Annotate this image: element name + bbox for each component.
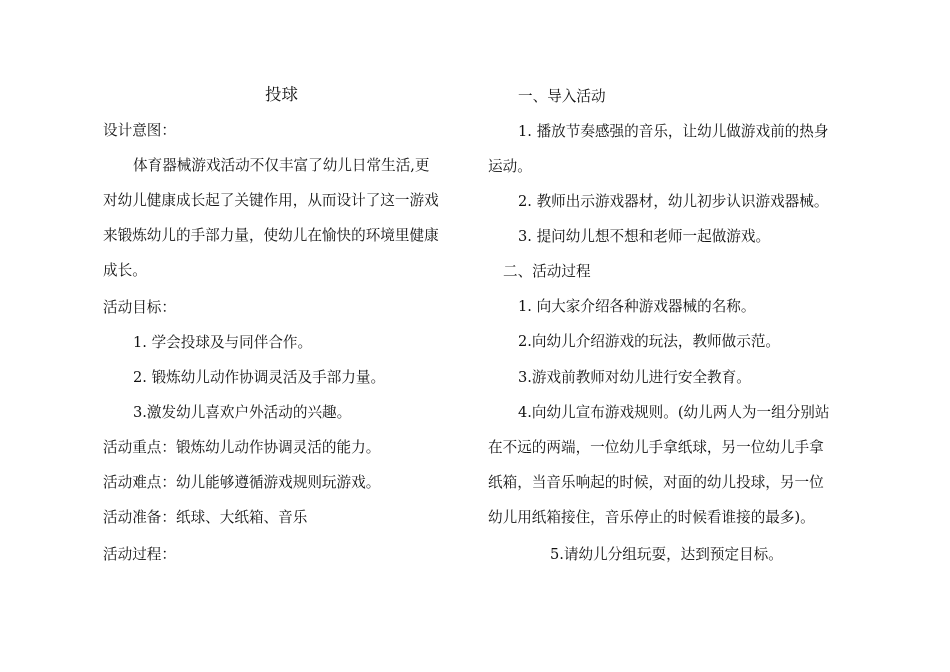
section-heading: 二、活动过程 <box>503 263 591 280</box>
list-item: 1. 播放节奏感强的音乐，让幼儿做游戏前的热身 <box>518 123 829 140</box>
list-item-continuation: 运动。 <box>488 158 532 175</box>
list-item: 2. 教师出示游戏器材，幼儿初步认识游戏器械。 <box>518 193 829 210</box>
goals-heading: 活动目标： <box>103 299 176 316</box>
section-heading: 一、导入活动 <box>518 88 606 105</box>
list-item-continuation: 纸箱，当音乐响起的时候，对面的幼儿投球，另一位 <box>488 474 824 491</box>
design-intent-line: 对幼儿健康成长起了关键作用，从而设计了这一游戏 <box>103 192 439 209</box>
design-intent-line: 成长。 <box>103 262 147 279</box>
list-item: 3. 提问幼儿想不想和老师一起做游戏。 <box>518 228 771 245</box>
list-item: 3.游戏前教师对幼儿进行安全教育。 <box>518 369 751 386</box>
page-title: 投球 <box>265 85 298 104</box>
process-heading: 活动过程： <box>103 546 176 563</box>
key-point: 活动重点：锻炼幼儿动作协调灵活的能力。 <box>103 439 381 456</box>
list-item: 1. 向大家介绍各种游戏器械的名称。 <box>518 298 756 315</box>
preparation: 活动准备：纸球、大纸箱、音乐 <box>103 509 308 526</box>
list-item-continuation: 在不远的两端，一位幼儿手拿纸球，另一位幼儿手拿 <box>488 439 824 456</box>
goal-item: 1. 学会投球及与同伴合作。 <box>133 334 313 351</box>
design-intent-line: 体育器械游戏活动不仅丰富了幼儿日常生活,更 <box>133 157 430 174</box>
goal-item: 2. 锻炼幼儿动作协调灵活及手部力量。 <box>133 369 386 386</box>
list-item-continuation: 幼儿用纸箱接住，音乐停止的时候看谁接的最多)。 <box>488 509 815 526</box>
difficulty-point: 活动难点：幼儿能够遵循游戏规则玩游戏。 <box>103 474 381 491</box>
list-item: 4.向幼儿宣布游戏规则。(幼儿两人为一组分别站 <box>518 404 830 421</box>
design-intent-heading: 设计意图： <box>103 122 176 139</box>
goal-item: 3.激发幼儿喜欢户外活动的兴趣。 <box>133 404 352 421</box>
design-intent-line: 来锻炼幼儿的手部力量，使幼儿在愉快的环境里健康 <box>103 227 439 244</box>
list-item: 2.向幼儿介绍游戏的玩法，教师做示范。 <box>518 333 781 350</box>
list-item: 5.请幼儿分组玩耍，达到预定目标。 <box>550 546 783 563</box>
